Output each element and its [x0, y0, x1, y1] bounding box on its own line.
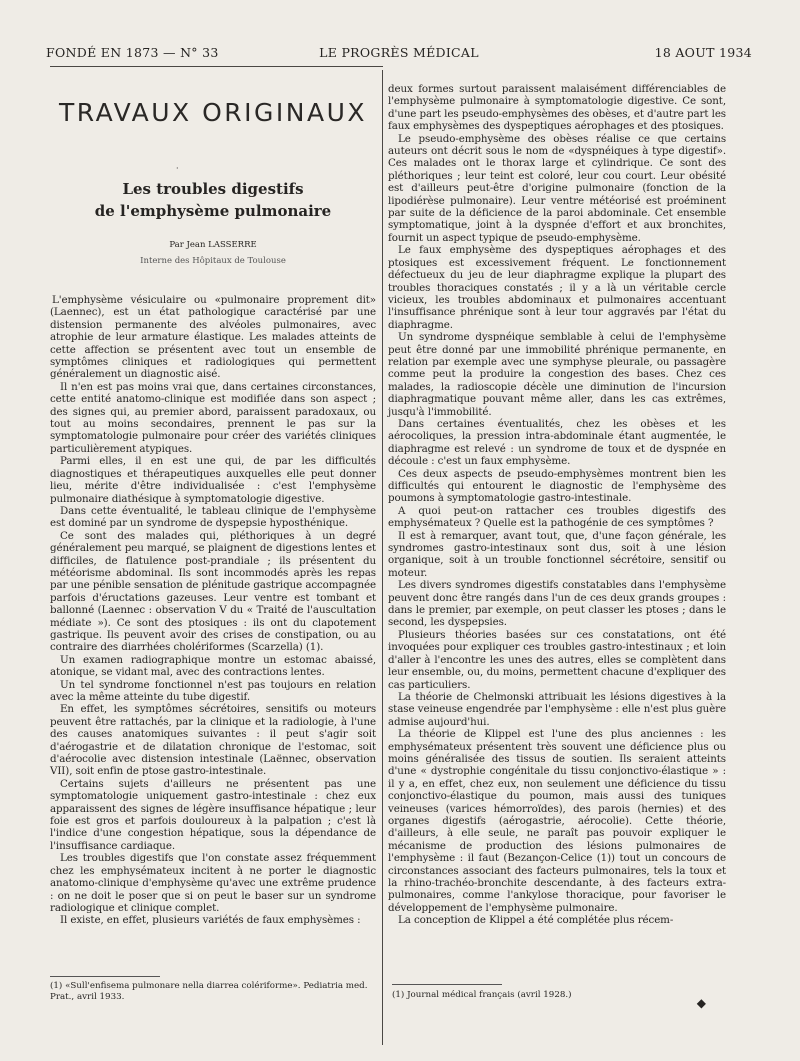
paragraph: La théorie de Chelmonski attribuait les lésions digestives à la stase veineuse engendrée par l'emphysème : elle n'est plus guère admise aujourd'hui. [388, 690, 726, 728]
article-byline: Par Jean LASSERRE [169, 240, 257, 250]
article-title [50, 178, 376, 222]
paragraph: La conception de Klippel a été complétée plus récem- [398, 914, 674, 927]
paragraph: Le pseudo-emphysème des obèses réalise ce que certains auteurs ont décrit sous le nom de «dyspnéiques à type digestif». Ces malades ont le thorax large et cylindrique. Ce sont des pléthoriques ; leur teint est coloré, leur cou court. Leur obésité est d'ailleurs peut-être d'origine pulmonaire (fonction de la lipodiérèse pulmonaire). Leur ventre météorisé est proéminent par suite de la déficience de la paroi abdominale. Cet ensemble symptomatique, joint à la dyspnée d'effort et aux bronchites, fournit un aspect typique de pseudo-emphysème. [388, 132, 726, 244]
separator-dot: · [176, 164, 179, 173]
paragraph: Dans certaines éventualités, chez les obèses et les aérocoliques, la pression intra-abdominale étant augmentée, le diaphragme est relevé : un syndrome de toux et de dyspnée en découle : c'est un faux emphysème. [388, 417, 726, 468]
paragraph: Plusieurs théories basées sur ces constatations, ont été invoquées pour expliquer ces troubles gastro-intestinaux ; et loin d'aller à l'encontre les unes des autres, elles se complètent dans leur ensemble, ou, du moins, permettent chacune d'expliquer des cas particuliers. [388, 628, 726, 691]
right-column [388, 66, 726, 1036]
paragraph: Un syndrome dyspnéique semblable à celui de l'emphysème peut être donné par une immobilité phrénique permanente, en relation par exemple avec une symphyse pleurale, ou passagère comme peut la produire la congestion des bases. Chez ces malades, la radioscopie décèle une diminution de l'incursion diaphragmatique pouvant même aller, dans les cas extrêmes, jusqu'à l'immobilité. [388, 331, 726, 418]
right-footnote: (1) Journal médical français (avril 1928.) [392, 990, 572, 1000]
header-journal-title: LE PROGRÈS MÉDICAL [319, 45, 479, 60]
paragraph: Ces deux aspects de pseudo-emphysèmes montrent bien les difficultés qui entourent le diagnostic de l'emphysème des poumons à symptomatologie gastro-intestinale. [388, 467, 726, 505]
paragraph: Il n'en est pas moins vrai que, dans certaines circonstances, cette entité anatomo-clinique est modifiée dans son aspect ; des signes qui, au premier abord, paraissent paradoxaux, ou tout au moins secondaires, prennent le pas sur la symptomatologie pulmonaire pour créer des variétés cliniques particulièrement atypiques. [50, 380, 376, 455]
header-founded: FONDÉ EN 1873 — N° 33 [46, 45, 219, 60]
left-column [50, 66, 376, 1036]
paragraph: En effet, les symptômes sécrétoires, sensitifs ou moteurs peuvent être rattachés, par la clinique et la radiologie, à l'une des causes anatomiques suivantes : il peut s'agir soit d'aérogastrie et de dilatation chronique de l'estomac, soit d'aérocolie avec distension intestinale (Laënnec, observation VII), soit enfin de ptose gastro-intestinale. [50, 703, 376, 778]
paragraph: Les troubles digestifs que l'on constate assez fréquemment chez les emphysémateux incitent à ne porter le diagnostic anatomo-clinique d'emphysème qu'avec une extrême prudence : on ne doit le poser que si on peut le baser sur un syndrome radiologique et clinique complet. [50, 852, 376, 914]
article-title-line2: de l'emphysème pulmonaire [94, 202, 332, 220]
section-title: TRAVAUX ORIGINAUX [58, 98, 367, 127]
paragraph: Parmi elles, il en est une qui, de par les difficultés diagnostiques et thérapeutiques auxquelles elle peut donner lieu, mérite d'être individualisée : c'est l'emphysème pulmonaire diathésique à symptomatologie digestive. [50, 455, 376, 505]
right-body [388, 83, 726, 927]
paragraph: Dans cette éventualité, le tableau clinique de l'emphysème est dominé par un syndrome de dyspepsie hyposthénique. [50, 504, 376, 530]
left-footnote: (1) «Sull'enfisema pulmonare nella diarrea colériforme». Pediatria med. Prat., avril 1933. [50, 981, 368, 1002]
article-affiliation: Interne des Hôpitaux de Toulouse [140, 256, 286, 266]
column-rule [382, 70, 383, 1045]
paragraph: Un tel syndrome fonctionnel n'est pas toujours en relation avec la même atteinte du tube digestif. [50, 678, 376, 703]
paragraph: Certains sujets d'ailleurs ne présentent pas une symptomatologie uniquement gastro-intestinale : chez eux apparaissent des signes de légère insuffisance hépatique ; leur foie est gros et parfois douloureux à la palpation ; c'est là l'indice d'une congestion hépatique, sous la dépendance de l'insuffisance cardiaque. [50, 777, 376, 852]
paragraph: Il existe, en effet, plusieurs variétés de faux emphysèmes : [60, 914, 361, 927]
paragraph: deux formes surtout paraissent malaisément différenciables de l'emphysème pulmonaire à symptomatologie digestive. Ce sont, d'une part les pseudo-emphysèmes des obèses, et d'autre part les faux emphysèmes des dyspeptiques aérophages et des ptosiques. [388, 83, 726, 133]
paragraph: Les divers syndromes digestifs constatables dans l'emphysème peuvent donc être rangés dans l'un de ces deux grands groupes : dans le premier, par exemple, on peut classer les ptoses ; dans le second, les dyspepsies. [388, 579, 726, 629]
article-title-line1: Les troubles digestifs [122, 180, 304, 198]
header-date: 18 AOUT 1934 [654, 45, 752, 60]
running-header [46, 45, 752, 63]
paragraph: Le faux emphysème des dyspeptiques aérophages et des ptosiques est excessivement fréquent. Le fonctionnement défectueux du jeu de leur diaphragme explique la plupart des troubles thoraciques constatés ; il y a là un véritable cercle vicieux, les troubles abdominaux et pulmonaires accentuant l'insuffisance phrénique sont à leur tour aggravés par l'état du diaphragme. [388, 244, 726, 331]
paragraph: Il est à remarquer, avant tout, que, d'une façon générale, les syndromes gastro-intestinaux sont dus, soit à une lésion organique, soit à un trouble fonctionnel sécrétoire, sensitif ou moteur. [388, 529, 726, 579]
diamond-ornament-icon: ◆ [696, 996, 706, 1010]
paragraph: A quoi peut-on rattacher ces troubles digestifs des emphysémateux ? Quelle est la pathogénie de ces symptômes ? [388, 504, 726, 530]
paragraph: La théorie de Klippel est l'une des plus anciennes : les emphysémateux présentent très souvent une déficience plus ou moins généralisée des tissus de soutien. Ils seraient atteints d'une « dystrophie congénitale du tissu conjonctivo-élastique » : il y a, en effet, chez eux, non seulement une déficience du tissu conjonctivo-élastique du poumon, mais aussi des tuniques veineuses (varices hémorroïdes), des parois (hernies) et des organes digestifs (aérogastrie, aérocolie). Cette théorie, d'ailleurs, à elle seule, ne paraît pas pouvoir expliquer le mécanisme de production des lésions pulmonaires de l'emphysème : il faut (Bezançon-Celice (1)) tout un concours de circonstances associant des facteurs pulmonaires, tels la toux et la rhino-trachéo-bronchite descendante, à des facteurs extra-pulmonaires, comme l'ankylose thoracique, pour favoriser le développement de l'emphysème pulmonaire. [388, 728, 726, 914]
paragraph: Un examen radiographique montre un estomac abaissé, atonique, se vidant mal, avec des contractions lentes. [50, 653, 376, 679]
left-body [50, 294, 376, 927]
paragraph: L'emphysème vésiculaire ou «pulmonaire proprement dit» (Laennec), est un état pathologique caractérisé par une distension permanente des alvéoles pulmonaires, avec atrophie de leur armature élastique. Les malades atteints de cette affection se présentent avec tout un ensemble de symptômes cliniques et radiologiques qui permettent généralement un diagnostic aisé. [50, 294, 376, 381]
footnote-rule [50, 976, 160, 977]
footnote-rule [392, 984, 502, 985]
paragraph: Ce sont des malades qui, pléthoriques à un degré généralement peu marqué, se plaignent de digestions lentes et difficiles, de flatulence post-prandiale ; ils présentent du météorisme abdominal. Ils sont incommodés après les repas par une pénible sensation de plénitude gastrique accompagnée parfois d'éructations gazeuses. Leur ventre est tombant et ballonné (Laennec : observation V du « Traité de l'auscultation médiate »). Ce sont des ptosiques : ils ont du clapotement gastrique. Ils peuvent avoir des crises de constipation, ou au contraire des diarrhées cholériformes (Scarzella) (1). [50, 529, 376, 654]
